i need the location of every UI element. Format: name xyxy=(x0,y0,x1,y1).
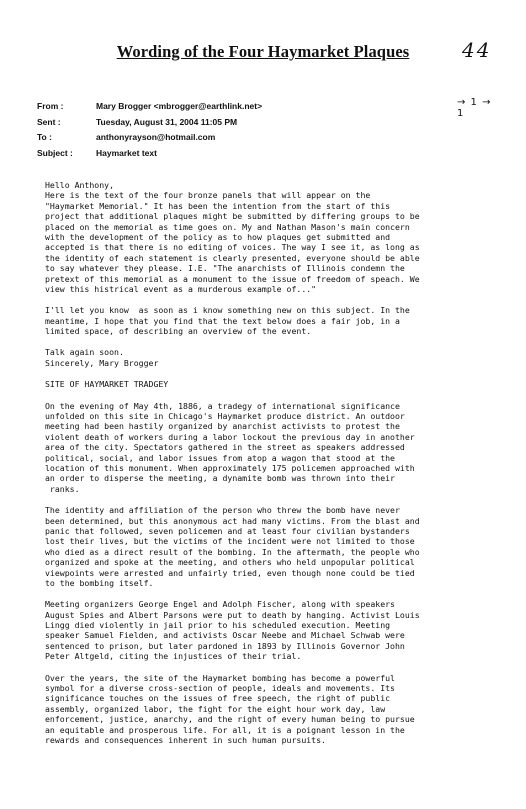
body-line: area of the city. Spectators gathered in the street as speakers addressed xyxy=(45,442,405,453)
email-body xyxy=(45,180,485,756)
subject-label: Subject : xyxy=(37,147,73,158)
body-line: an equitable and prosperous life. For all, it is a poignant lesson in the xyxy=(45,724,405,735)
body-paragraph xyxy=(45,305,485,336)
sent-label: Sent : xyxy=(37,116,61,127)
body-line: Sincerely, Mary Brogger xyxy=(45,357,159,368)
body-paragraph xyxy=(45,379,485,389)
body-line: viewpoints were arrested and unfairly tried, even though none could be tied xyxy=(45,567,415,578)
to-value: anthonyrayson@hotmail.com xyxy=(96,132,216,142)
email-header xyxy=(37,97,497,163)
body-line: "Haymarket Memorial." It has been the intention from the start of this xyxy=(45,200,391,211)
body-line: unfolded on this site in Chicago's Haymarket produce district. An outdoor xyxy=(45,411,405,422)
body-line: The identity and affiliation of the person who threw the bomb have never xyxy=(45,505,400,516)
body-paragraph xyxy=(45,505,485,588)
body-paragraph xyxy=(45,180,485,294)
body-line: accepted is that there is no editing of voices. The way I see it, as long as xyxy=(45,242,420,253)
body-line: to say whatever they please. I.E. "The anarchists of Illinois condemn the xyxy=(45,263,405,274)
to-label: To : xyxy=(37,132,52,142)
body-line: view this histrical event as a murderous example of..." xyxy=(45,283,317,294)
body-line: Hello Anthony, xyxy=(45,180,115,190)
header-row-from xyxy=(37,97,497,119)
handwritten-mark: → 1 → 1 xyxy=(457,97,492,119)
body-line: ranks. xyxy=(45,483,80,494)
body-line: location of this monument. When approximately 175 policemen approached with xyxy=(45,462,415,473)
body-line: symbol for a diverse cross-section of people, ideals and movements. Its xyxy=(45,683,395,694)
header-row-sent xyxy=(37,117,497,133)
body-line: limited space, of describing an overview of the event. xyxy=(45,326,312,337)
body-line: the identity of each statement is clearly presented, everyone should be able xyxy=(45,252,420,263)
body-paragraph xyxy=(45,599,485,661)
body-line: enforcement, justice, anarchy, and the right of every human being to pursue xyxy=(45,714,415,725)
body-line: significance touches on the issues of free speech, the right of public xyxy=(45,693,391,704)
body-line: August Spies and Albert Parsons were put to death by hanging. Activist Louis xyxy=(45,609,420,620)
body-line: assembly, organized labor, the fight for the eight hour work day, law xyxy=(45,703,386,714)
body-line: meeting had been hastily organized by anarchist activists to protest the xyxy=(45,421,400,432)
body-paragraph xyxy=(45,673,485,746)
body-line: placed on the memorial as time goes on. My and Nathan Mason's main concern xyxy=(45,221,410,232)
body-line: project that additional plaques might be submitted by differing groups to be xyxy=(45,211,420,222)
body-line: Lingg died violently in jail prior to his scheduled execution. Meeting xyxy=(45,620,391,631)
body-line: Meeting organizers George Engel and Adolph Fischer, along with speakers xyxy=(45,599,395,610)
body-paragraph xyxy=(45,347,485,368)
body-line: political, social, and labor issues from atop a wagon that stood at the xyxy=(45,452,395,463)
body-line: with the development of the policy as to how plaques get submitted and xyxy=(45,231,391,242)
header-row-to xyxy=(37,132,497,148)
from-value: Mary Brogger <mbrogger@earthlink.net> xyxy=(96,101,263,111)
subject-value: Haymarket text xyxy=(96,147,157,158)
body-line: I'll let you know as soon as i know something new on this subject. In the xyxy=(45,305,410,316)
body-line: Over the years, the site of the Haymarket bombing has become a powerful xyxy=(45,672,395,683)
sent-value: Tuesday, August 31, 2004 11:05 PM xyxy=(96,116,238,127)
body-line: rewards and consequences inherent in such human pursuits. xyxy=(45,734,326,745)
body-line: lost their lives, but the victims of the incident were not limited to those xyxy=(45,536,415,547)
body-line: SITE OF HAYMARKET TRADGEY xyxy=(45,379,169,390)
body-line: who died as a direct result of the bombing. In the aftermath, the people who xyxy=(45,546,420,557)
body-line: violent death of workers during a labor lockout the previous day in another xyxy=(45,431,415,442)
body-line: Peter Altgeld, citing the injustices of their trial. xyxy=(45,651,302,662)
body-line: to the bombing itself. xyxy=(45,577,154,588)
body-line: meantime, I hope that you find that the text below does a fair job, in a xyxy=(45,315,400,326)
body-line: been determined, but this anonymous act had many victims. From the blast and xyxy=(45,515,420,526)
body-line: Talk again soon. xyxy=(45,347,124,358)
page-number: 44 xyxy=(462,38,492,62)
body-line: panic that followed, seven policemen and at least four civilian bystanders xyxy=(45,525,410,536)
body-line: pretext of this memorial as a monument to the issue of freedom of speach. We xyxy=(45,273,420,284)
body-line: Here is the text of the four bronze panels that will appear on the xyxy=(45,190,371,201)
from-label: From : xyxy=(37,101,64,111)
body-line: speaker Samuel Fielden, and activists Oscar Neebe and Michael Schwab were xyxy=(45,630,405,641)
body-line: organized and spoke at the meeting, and others who held unpopular political xyxy=(45,557,415,568)
body-line: sentenced to prison, but later pardoned in 1893 by Illinois Governor John xyxy=(45,640,405,651)
header-row-subject xyxy=(37,148,497,164)
document-title: Wording of the Four Haymarket Plaques xyxy=(116,42,410,61)
body-line: an order to disperse the meeting, a dynamite bomb was thrown into their xyxy=(45,473,395,484)
body-paragraph xyxy=(45,401,485,495)
body-line: On the evening of May 4th, 1886, a tradegy of international significance xyxy=(45,400,400,411)
